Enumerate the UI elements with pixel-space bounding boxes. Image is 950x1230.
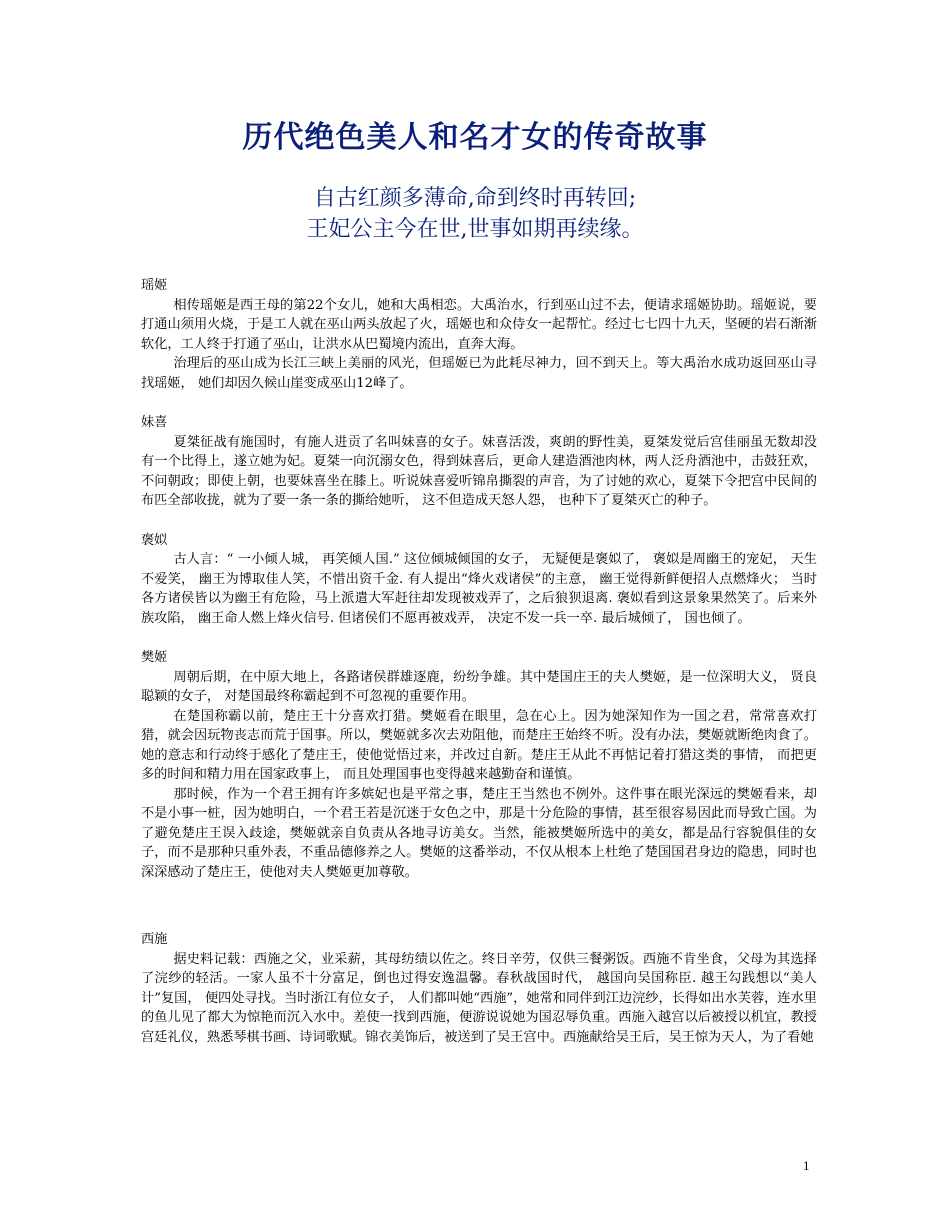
section-meixi [141, 413, 817, 511]
section-baosi [141, 531, 817, 629]
section-heading: 瑶姬 [141, 278, 168, 293]
section-fanji [141, 648, 817, 882]
paragraph: 治理后的巫山成为长江三峡上美丽的风光，但瑶姬已为此耗尽神力，回不到天上。等大禹治水成功返回巫山寻找瑶姬， 她们却因久候山崖变成巫山12峰了。 [141, 356, 817, 391]
page-number: 1 [803, 1158, 810, 1173]
poem-line: 王妃公主今在世,世事如期再续缘。 [306, 217, 644, 242]
poem [0, 183, 950, 245]
section-heading: 褒姒 [141, 532, 168, 548]
paragraph: 在楚国称霸以前，楚庄王十分喜欢打猎。樊姬看在眼里，急在心上。因为她深知作为一国之君，常常喜欢打猎，就会因玩物丧志而荒于国事。所以，樊姬就多次去劝阻他，而楚庄王始终不听。没有办法，樊姬就断绝肉食了。她的意志和行动终于感化了楚庄王，使他觉悟过来，并改过自新。楚庄王从此不再惦记着打猎这类的事情， 而把更多的时间和精力用在国家政事上， 而且处理国事也变得越来越勤奋和谨慎。 [141, 708, 817, 782]
paragraph: 相传瑶姬是西王母的第22个女儿，她和大禹相恋。大禹治水，行到巫山过不去，便请求瑶姬协助。瑶姬说，要打通山须用火烧，于是工人就在巫山两头放起了火，瑶姬也和众侍女一起帮忙。经过七七四十九天，坚硬的岩石渐渐软化，工人终于打通了巫山，让洪水从巴蜀境内流出，直奔大海。 [141, 297, 817, 352]
paragraph: 那时候，作为一个君王拥有许多嫔妃也是平常之事，楚庄王当然也不例外。这件事在眼光深远的樊姬看来，却不是小事一桩，因为她明白，一个君王若是沉迷于女色之中，那是十分危险的事情，甚至很容易因此而导致亡国。为了避免楚庄王误入歧途，樊姬就亲自负责从各地寻访美女。当然，能被樊姬所选中的美女，都是品行容貌俱佳的女子，而不是那种只重外表，不重品德修养之人。樊姬的这番举动，不仅从根本上杜绝了楚国国君身边的隐患，同时也深深感动了楚庄王，使他对夫人樊姬更加尊敬。 [141, 786, 817, 880]
document-body [141, 276, 817, 1047]
paragraph: 夏桀征战有施国时，有施人进贡了名叫妹喜的女子。妹喜活泼，爽朗的野性美，夏桀发觉后宫佳丽虽无数却没有一个比得上，遂立她为妃。夏桀一向沉溺女色，得到妹喜后，更命人建造酒池肉林，两人泛舟酒池中，击鼓狂欢，不问朝政；即使上朝，也要妹喜坐在膝上。听说妹喜爱听锦帛撕裂的声音，为了讨她的欢心，夏桀下令把宫中民间的布匹全部收拢，就为了要一条一条的撕给她听， 这不但造成天怒人怨， 也种下了夏桀灭亡的种子。 [141, 434, 817, 508]
section-heading: 樊姬 [141, 650, 168, 665]
paragraph: 周朝后期，在中原大地上，各路诸侯群雄逐鹿，纷纷争雄。其中楚国庄王的夫人樊姬，是一位深明大义， 贤良聪颖的女子， 对楚国最终称霸起到不可忽视的重要作用。 [141, 669, 817, 704]
section-xishi [141, 930, 817, 1047]
poem-line: 自古红颜多薄命,命到终时再转回; [313, 186, 637, 211]
section-heading: 妹喜 [141, 415, 168, 430]
paragraph: 据史料记载：西施之父，业采薪，其母纺绩以佐之。终日辛劳，仅供三餐粥饭。西施不肯坐食，父母为其选择了浣纱的轻活。一家人虽不十分富足，倒也过得安逸温馨。春秋战国时代， 越国向吴国称臣. 越王勾践想以“美人计”复国， 便四处寻找。当时浙江有位女子， 人们都叫她“西施”，她常和同伴到江边浣纱，长得如出水芙蓉，连水里的鱼儿见了都大为惊艳而沉入水中。差使一找到西施，便游说说她为国忍辱负重。西施入越宫以后被授以机宜，教授宫廷礼仪，熟悉琴棋书画、诗词歌赋。锦衣美饰后，被送到了吴王宫中。西施献给吴王后，吴王惊为天人，为了看她 [141, 951, 817, 1045]
page-title: 历代绝色美人和名才女的传奇故事 [242, 120, 708, 155]
section-yaoji [141, 276, 817, 393]
section-heading: 西施 [141, 932, 168, 947]
paragraph: 古人言：“ 一小倾人城， 再笑倾人国.” 这位倾城倾国的女子， 无疑便是褒姒了， 褒姒是周幽王的宠妃， 天生不爱笑， 幽王为博取佳人笑，不惜出资千金. 有人提出“烽火戏诸侯”的主意， 幽王觉得新鲜便招人点燃烽火； 当时各方诸侯皆以为幽王有危险，马上派遣大军赶往却发现被戏弄了，之后狼狈退离. 褒姒看到这景象果然笑了。后来外族攻陷， 幽王命人燃上烽火信号. 但诸侯们不愿再被戏弄， 决定不发一兵一卒. 最后城倾了， 国也倾了。 [141, 552, 817, 626]
